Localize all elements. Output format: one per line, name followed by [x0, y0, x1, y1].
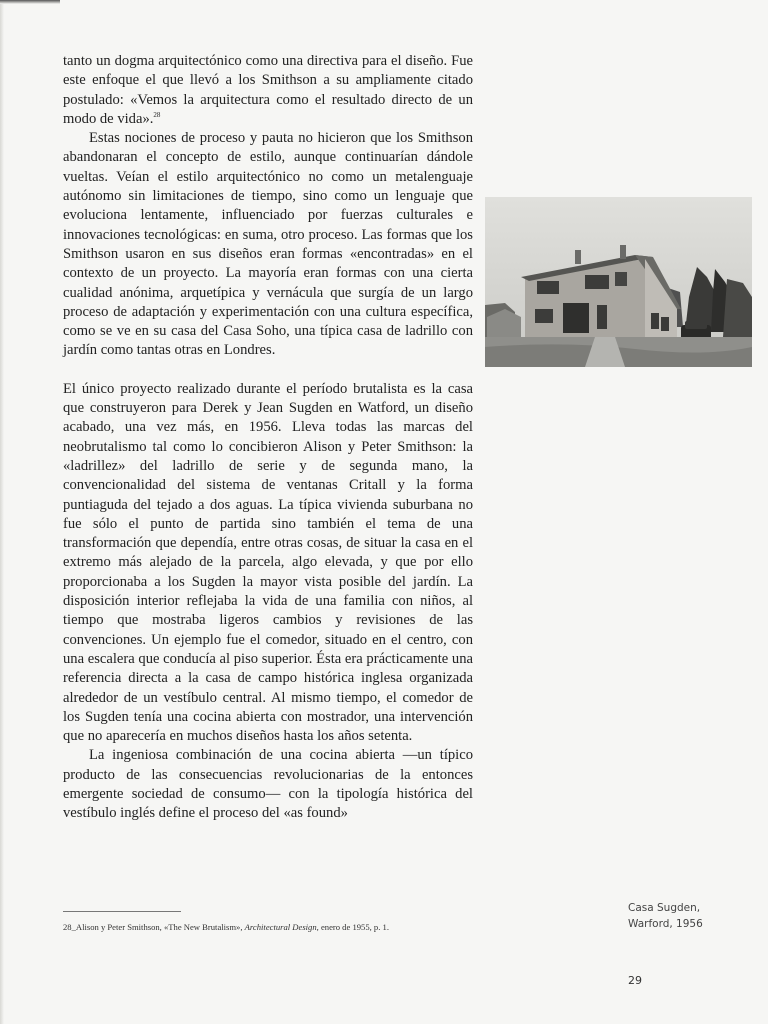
footnote-rule	[63, 911, 181, 912]
caption-line-1: Casa Sugden,	[628, 902, 701, 914]
paragraph-1-text: tanto un dogma arquitectónico como una directiva para el diseño. Fue este enfoque el que llevó a los Smithson a su ampliamente citado postulado: «Vemos la arquitectura como el resultado directo de un modo de vida».	[63, 53, 473, 127]
page-number: 29	[628, 974, 642, 987]
scan-top-mark	[0, 0, 60, 4]
footnote-prefix: 28_Alison y Peter Smithson, «The New Brutalism»,	[63, 922, 245, 932]
footnote-ref: 28	[153, 111, 161, 120]
paragraph-2: Estas nociones de proceso y pauta no hicieron que los Smithson abandonaran el concepto de estilo, aunque continuarían dándole vueltas. Veían el estilo arquitectónico no como un metalenguaje autónomo sin limitaciones de tiempo, sino como un lenguaje que evoluciona lentamente, influenciado por fuerzas culturales e innovaciones tecnológicas: en suma, otro proceso. Las formas que los Smithson usaron en sus diseños eran formas «encontradas» en el contexto de un proyecto. La mayoría eran formas con una cierta cualidad anónima, arquetípica y vernácula que surgía de un largo proceso de adaptación y experimentación con una cultura específica, como se ve en su casa del Casa Soho, una típica casa de ladrillo con jardín como tantas otras en Londres.	[63, 130, 473, 359]
house-photo	[485, 197, 752, 367]
paragraph-4: La ingeniosa combinación de una cocina abierta —un típico producto de las consecuencias revolucionarias de la entonces emergente sociedad de consumo— con la tipología histórica del vestíbulo inglés define el proceso del «as found»	[63, 747, 473, 822]
footnote-suffix: , enero de 1955, p. 1.	[316, 922, 389, 932]
body-text	[63, 52, 473, 824]
footnote	[63, 922, 503, 932]
paragraph-1	[63, 52, 473, 129]
house-photo-image	[485, 197, 752, 367]
footnote-source: Architectural Design	[244, 922, 317, 932]
photo-caption	[628, 901, 748, 932]
caption-line-2: Warford, 1956	[628, 917, 703, 930]
paragraph-3: El único proyecto realizado durante el período brutalista es la casa que construyeron para Derek y Jean Sugden en Watford, un diseño acabado, una vez más, en 1956. Lleva todas las marcas del neobrutalismo tal como lo concibieron Alison y Peter Smithson: la «ladrillez» del ladrillo de serie y de segunda mano, la convencionalidad del sistema de ventanas Critall y la forma puntiaguda del tejado a dos aguas. La típica vivienda suburbana no fue sólo el punto de partida sino también el tema de una transformación que dependía, entre otras cosas, de situar la casa en el extremo más alejado de la parcela, algo elevada, y que por ello proporcionaba a los Sugden la mayor vista posible del jardín. La disposición interior reflejaba la vida de una familia con niños, al tiempo que mostraba ligeros cambios y revisiones de las convenciones. Un ejemplo fue el comedor, situado en el centro, con una escalera que conducía al piso superior. Ésta era prácticamente una referencia directa a la casa de campo histórica inglesa organizada alrededor de un vestíbulo central. Al mismo tiempo, el comedor de los Sugden tenía una cocina abierta con mostrador, una intervención que no aparecería en muchos diseños hasta los años setenta.	[63, 380, 473, 745]
scan-edge	[0, 0, 4, 1024]
